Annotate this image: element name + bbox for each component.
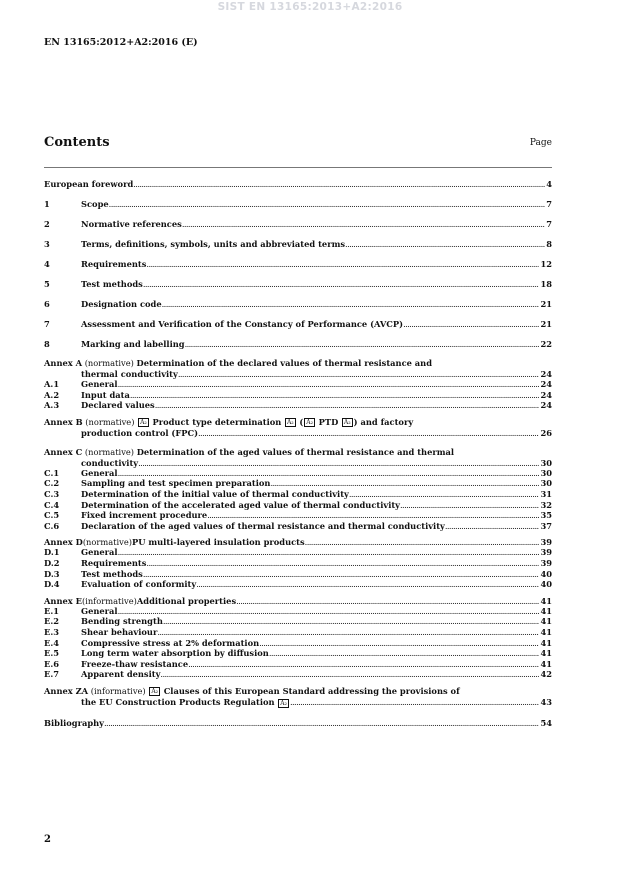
toc-entry-title: Determination of the accelerated aged value of thermal conductivity xyxy=(81,499,401,510)
leader-dots xyxy=(118,379,540,390)
toc-entry-5[interactable] xyxy=(44,274,552,294)
toc-entry-number: E.7 xyxy=(44,669,59,680)
annex-title: Product type determination xyxy=(152,416,282,427)
toc-entry-page: 41 xyxy=(540,626,552,637)
toc-entry-a2[interactable] xyxy=(44,390,552,401)
toc-annex-a[interactable] xyxy=(44,358,552,379)
toc-entry-title: Fixed increment procedure xyxy=(81,510,208,521)
leader-dots xyxy=(162,299,540,309)
toc-entry-page: 21 xyxy=(540,299,552,309)
leader-dots xyxy=(104,718,539,728)
toc-entry-number: 2 xyxy=(44,219,50,229)
toc-entry-a1[interactable] xyxy=(44,379,552,390)
toc-entry-page: 21 xyxy=(540,319,552,329)
annex-title: PU multi-layered insulation products xyxy=(132,537,305,548)
toc-entry-bibliography[interactable] xyxy=(44,718,552,728)
toc-entry-title: Normative references xyxy=(81,219,182,229)
leader-dots xyxy=(305,537,540,547)
toc-entry-title: General xyxy=(81,379,118,389)
toc-entry-page: 40 xyxy=(540,579,552,590)
toc-entry-title: Test methods xyxy=(81,568,143,579)
annex-label: Annex A xyxy=(44,358,83,368)
toc-entry-page: 41 xyxy=(540,637,552,648)
watermark: SIST EN 13165:2013+A2:2016 xyxy=(217,1,403,13)
toc-entry-8[interactable] xyxy=(44,334,552,354)
annex-type: (normative) xyxy=(82,358,137,368)
toc-entry-title: General xyxy=(81,547,118,558)
toc-entry-page: 41 xyxy=(540,595,552,606)
leader-dots xyxy=(146,558,539,569)
toc-entry-page: 42 xyxy=(540,669,552,680)
toc-entry-number: D.3 xyxy=(44,568,60,579)
toc-entry-c3[interactable] xyxy=(44,489,552,500)
leader-dots xyxy=(185,339,540,349)
toc-entry-title: Evaluation of conformity xyxy=(81,579,197,590)
amendment-start-mark: A₂ xyxy=(306,418,314,426)
amendment-end-mark: A₂ xyxy=(343,418,351,426)
toc-entry-page: 22 xyxy=(540,339,552,349)
leader-dots xyxy=(157,627,539,638)
leader-dots xyxy=(290,697,540,707)
leader-dots xyxy=(130,390,540,401)
toc-entry-number: A.2 xyxy=(44,389,60,400)
toc-entry-number: C.6 xyxy=(44,520,60,531)
toc-entry-c6[interactable] xyxy=(44,521,552,532)
toc-entry-e7[interactable] xyxy=(44,669,552,680)
leader-dots xyxy=(143,569,540,580)
annex-title-cont: thermal conductivity xyxy=(81,369,178,379)
toc-entry-e4[interactable] xyxy=(44,638,552,649)
toc-entry-title: Scope xyxy=(81,199,109,209)
toc-entry-title: General xyxy=(81,467,118,478)
leader-dots xyxy=(259,638,539,649)
leader-dots xyxy=(163,616,540,627)
annex-title-part: ( xyxy=(299,416,304,427)
toc-entry-page: 40 xyxy=(540,568,552,579)
toc-entry-foreword[interactable] xyxy=(44,174,552,194)
annex-title-cont: production control (FPC) xyxy=(81,427,199,438)
annex-title-part: ) and factory xyxy=(353,416,414,427)
toc-entry-page: 4 xyxy=(546,179,552,189)
toc-entry-number: C.3 xyxy=(44,488,60,499)
toc-entry-page: 41 xyxy=(540,648,552,659)
toc-annex-b[interactable] xyxy=(44,417,552,438)
leader-dots xyxy=(345,239,545,249)
toc-entry-number: 1 xyxy=(44,199,50,209)
toc-entry-e2[interactable] xyxy=(44,616,552,627)
toc-entry-number: C.2 xyxy=(44,478,60,489)
toc-entry-page: 41 xyxy=(540,658,552,669)
toc-entry-c4[interactable] xyxy=(44,500,552,511)
contents-heading: Contents xyxy=(44,135,110,150)
toc-entry-number: E.2 xyxy=(44,616,59,627)
toc-entry-number: C.5 xyxy=(44,510,60,521)
toc-entry-a3[interactable] xyxy=(44,400,552,411)
toc-entry-4[interactable] xyxy=(44,254,552,274)
amendment-end-mark: A₂ xyxy=(280,699,287,707)
document-id: EN 13165:2012+A2:2016 (E) xyxy=(44,37,198,48)
toc-entry-number: E.5 xyxy=(44,648,59,659)
annex-label: Annex ZA xyxy=(44,685,89,696)
annex-label: Annex E xyxy=(44,595,82,606)
toc-entry-7[interactable] xyxy=(44,314,552,334)
leader-dots xyxy=(198,428,539,438)
toc-entry-number: 4 xyxy=(44,259,50,269)
toc-entry-title: Input data xyxy=(81,389,130,400)
leader-dots xyxy=(269,648,540,659)
toc-entry-d4[interactable] xyxy=(44,579,552,590)
toc-entry-e1[interactable] xyxy=(44,606,552,617)
toc-entry-page: 39 xyxy=(540,547,552,558)
toc-entry-page: 24 xyxy=(540,369,552,379)
annex-type: (normative) xyxy=(82,537,132,548)
annex-title-cont: conductivity xyxy=(81,457,139,468)
annex-title: Clauses of this European Standard addressing the provisions of xyxy=(163,685,460,696)
toc-entry-page: 37 xyxy=(540,520,552,531)
toc-entry-page: 39 xyxy=(540,537,552,548)
toc-entry-title: Shear behaviour xyxy=(81,626,158,637)
toc-entry-6[interactable] xyxy=(44,294,552,314)
toc-entry-page: 32 xyxy=(540,499,552,510)
toc-entry-title: Sampling and test specimen preparation xyxy=(81,478,271,489)
toc-entry-number: D.1 xyxy=(44,547,60,558)
divider xyxy=(44,167,552,168)
toc-entry-number: A.3 xyxy=(44,400,60,411)
toc-entry-e5[interactable] xyxy=(44,648,552,659)
leader-dots xyxy=(138,458,539,468)
leader-dots xyxy=(445,521,540,532)
annex-label: Annex B xyxy=(44,416,83,427)
leader-dots xyxy=(178,369,540,379)
toc-entry-title: European foreword xyxy=(44,179,134,189)
toc-entry-title: Designation code xyxy=(81,299,162,309)
toc-entry-page: 30 xyxy=(540,457,552,468)
amendment-start-mark: A₂ xyxy=(140,418,147,426)
toc-entry-c1[interactable] xyxy=(44,468,552,479)
toc-entry-page: 30 xyxy=(540,467,552,478)
toc-entry-title: Assessment and Verification of the Constancy of Performance (AVCP) xyxy=(81,319,404,329)
toc-annex-e[interactable] xyxy=(44,596,552,606)
amendment-start-mark: A₂ xyxy=(151,687,159,695)
toc-entry-page: 8 xyxy=(546,239,552,249)
toc-entry-title: Long term water absorption by diffusion xyxy=(81,648,269,659)
leader-dots xyxy=(155,400,540,411)
toc-entry-number: 3 xyxy=(44,239,50,249)
toc-entry-page: 54 xyxy=(540,717,552,728)
annex-title-cont: the EU Construction Products Regulation xyxy=(81,696,275,707)
toc-entry-e6[interactable] xyxy=(44,659,552,670)
leader-dots xyxy=(118,606,540,617)
toc-entry-page: 41 xyxy=(540,605,552,616)
leader-dots xyxy=(143,279,540,289)
toc-entry-page: 24 xyxy=(540,379,552,389)
annex-type: (informative) xyxy=(88,685,149,696)
leader-dots xyxy=(270,478,539,489)
toc-entry-page: 12 xyxy=(540,259,552,269)
toc-entry-page: 39 xyxy=(540,557,552,568)
toc-entry-page: 30 xyxy=(540,478,552,489)
annex-title: Additional properties xyxy=(136,595,237,606)
leader-dots xyxy=(146,259,539,269)
toc-entry-title: Requirements xyxy=(81,557,147,568)
toc-entry-3[interactable] xyxy=(44,234,552,254)
leader-dots xyxy=(400,500,539,511)
annex-title-part: PTD xyxy=(318,416,339,427)
toc-entry-title: Bibliography xyxy=(44,717,105,728)
toc-entry-page: 18 xyxy=(540,279,552,289)
toc-entry-page: 26 xyxy=(540,427,552,438)
toc-entry-number: E.4 xyxy=(44,637,59,648)
toc-entry-title: Freeze-thaw resistance xyxy=(81,658,189,669)
annex-type: (normative) xyxy=(82,416,138,427)
toc-entry-number: C.1 xyxy=(44,467,60,478)
leader-dots xyxy=(207,510,539,521)
toc-entry-title: Declaration of the aged values of thermal resistance and thermal conductivity xyxy=(81,520,445,531)
toc-entry-title: Determination of the initial value of thermal conductivity xyxy=(81,488,349,499)
annex-title: Determination of the declared values of thermal resistance and xyxy=(136,358,433,368)
toc-entry-number: 5 xyxy=(44,279,50,289)
leader-dots xyxy=(188,659,539,670)
leader-dots xyxy=(403,319,539,329)
leader-dots xyxy=(118,547,540,558)
toc-entry-number: 6 xyxy=(44,299,50,309)
toc-entry-c2[interactable] xyxy=(44,478,552,489)
leader-dots xyxy=(160,669,539,680)
leader-dots xyxy=(236,596,539,606)
toc-entry-page: 43 xyxy=(540,696,552,707)
toc-entry-number: C.4 xyxy=(44,499,60,510)
toc-entry-page: 7 xyxy=(546,219,552,229)
amendment-end-mark: A₂ xyxy=(286,418,294,426)
toc-entry-page: 31 xyxy=(540,488,552,499)
toc-annex-c[interactable] xyxy=(44,447,552,468)
toc-entry-title: Terms, definitions, symbols, units and abbreviated terms xyxy=(81,239,346,249)
toc-entry-title: Apparent density xyxy=(81,669,161,680)
toc-entry-1[interactable] xyxy=(44,194,552,214)
page-number: 2 xyxy=(44,834,51,845)
toc-entry-number: E.3 xyxy=(44,626,59,637)
toc-entry-2[interactable] xyxy=(44,214,552,234)
annex-title: Determination of the aged values of thermal resistance and thermal xyxy=(136,446,455,457)
annex-type: (informative) xyxy=(81,595,137,606)
toc-annex-za[interactable] xyxy=(44,686,552,708)
toc-entry-number: D.2 xyxy=(44,557,60,568)
toc-entry-page: 24 xyxy=(540,389,552,400)
toc-entry-title: Marking and labelling xyxy=(81,339,185,349)
toc-entry-page: 7 xyxy=(546,199,552,209)
leader-dots xyxy=(182,219,545,229)
toc-entry-page: 24 xyxy=(540,400,552,411)
toc-entry-page: 35 xyxy=(540,510,552,521)
toc-entry-c5[interactable] xyxy=(44,510,552,521)
toc-entry-number: 8 xyxy=(44,339,50,349)
toc-entry-d1[interactable] xyxy=(44,547,552,558)
leader-dots xyxy=(118,468,540,479)
toc-entry-title: Declared values xyxy=(81,400,155,411)
toc-entry-d3[interactable] xyxy=(44,569,552,580)
leader-dots xyxy=(349,489,540,500)
leader-dots xyxy=(196,579,539,590)
leader-dots xyxy=(109,199,546,209)
toc-entry-number: 7 xyxy=(44,319,50,329)
toc-entry-title: Test methods xyxy=(81,279,143,289)
toc-entry-title: Bending strength xyxy=(81,616,163,627)
toc-entry-d2[interactable] xyxy=(44,558,552,569)
page-column-label: Page xyxy=(529,138,552,148)
annex-label: Annex D xyxy=(44,537,83,548)
toc-entry-title: Requirements xyxy=(81,259,147,269)
table-of-contents xyxy=(44,174,552,728)
toc-annex-d[interactable] xyxy=(44,537,552,547)
annex-label: Annex C xyxy=(44,446,83,457)
toc-entry-e3[interactable] xyxy=(44,627,552,638)
annex-type: (normative) xyxy=(82,446,137,457)
toc-entry-page: 41 xyxy=(540,616,552,627)
toc-entry-number: A.1 xyxy=(44,379,60,389)
leader-dots xyxy=(133,179,545,189)
toc-entry-number: E.6 xyxy=(44,658,59,669)
toc-entry-number: D.4 xyxy=(44,579,60,590)
toc-entry-title: Compressive stress at 2% deformation xyxy=(81,637,260,648)
toc-entry-title: General xyxy=(81,605,118,616)
toc-entry-number: E.1 xyxy=(44,605,59,616)
